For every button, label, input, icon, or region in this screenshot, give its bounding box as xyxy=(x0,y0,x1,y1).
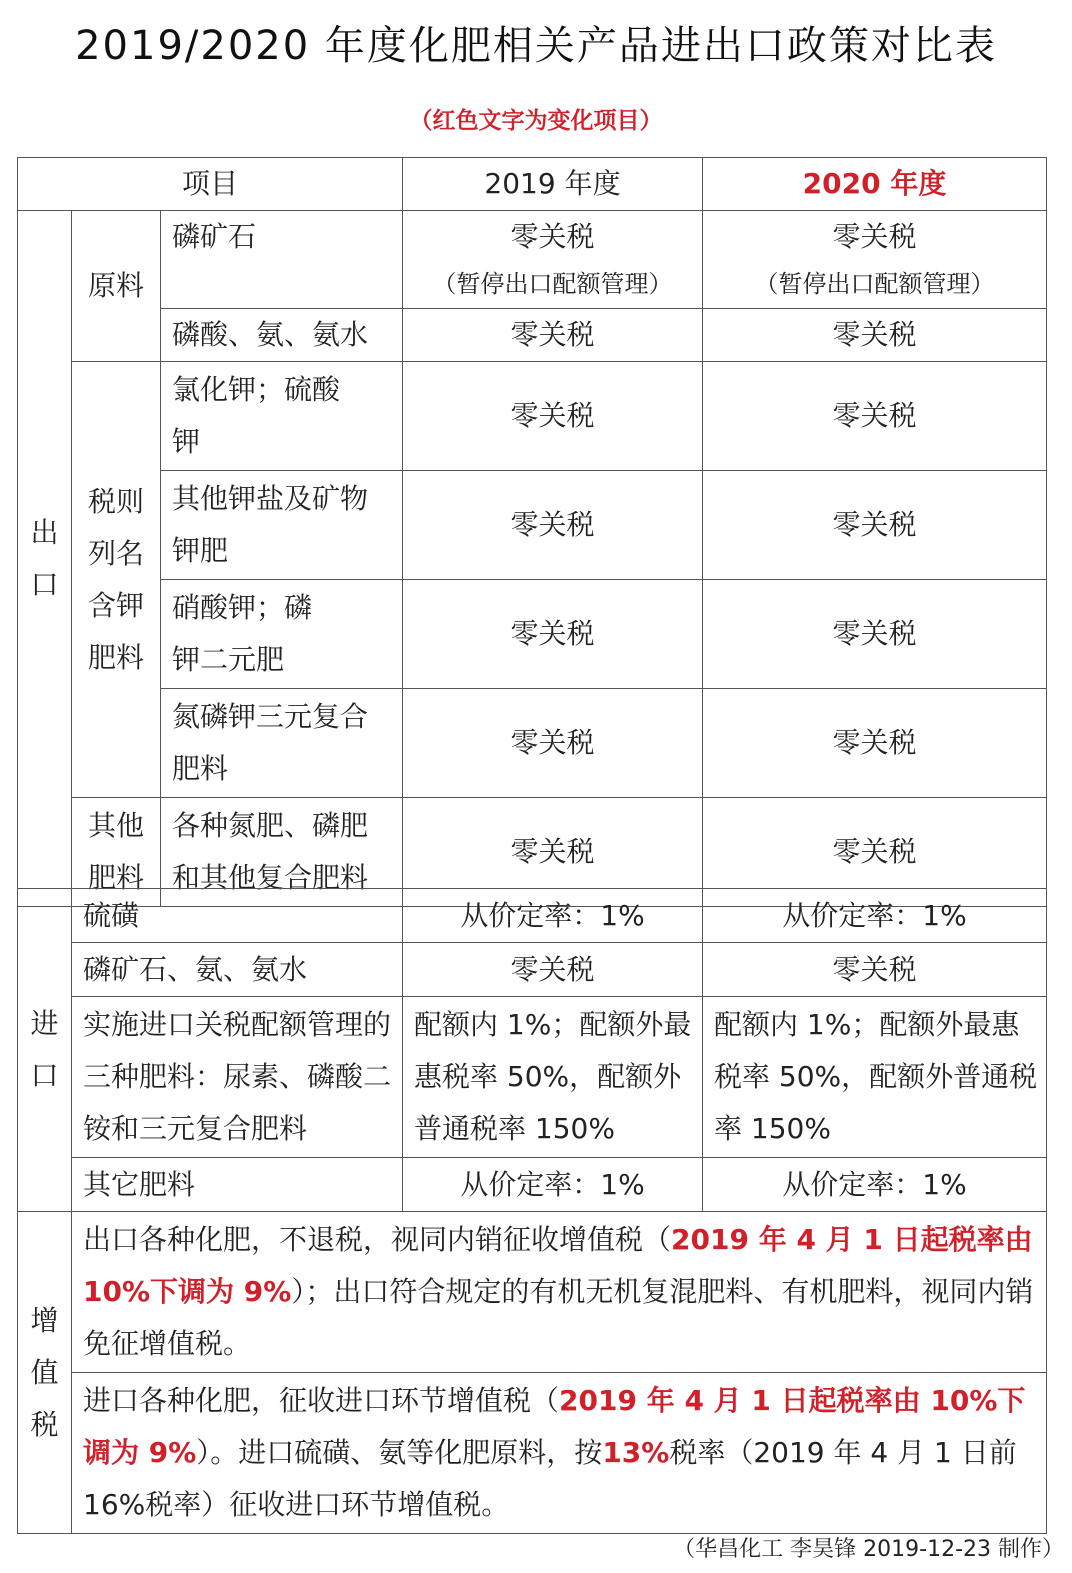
import-vat-table xyxy=(17,888,1047,1534)
page-subtitle: （红色文字为变化项目） xyxy=(409,108,663,134)
cell-2019: 零关税 xyxy=(403,471,703,580)
vat-export-text: 出口各种化肥，不退税，视同内销征收增值税（2019 年 4 月 1 日起税率由 10%下调为 9%）；出口符合规定的有机无机复混肥料、有机肥料，视同内销免征增值税。 xyxy=(72,1212,1047,1373)
header-item: 项目 xyxy=(18,158,403,211)
cell-2019: 零关税 xyxy=(403,580,703,689)
page-title: 2019/2020 年度化肥相关产品进出口政策对比表 xyxy=(75,23,997,69)
cell-2019: 零关税 xyxy=(403,943,703,997)
table-row xyxy=(18,211,1047,309)
table-row xyxy=(18,1373,1047,1534)
policy-table xyxy=(17,157,1047,907)
cell-2019: 从价定率：1% xyxy=(403,1158,703,1212)
cell-2019: 零关税 （暂停出口配额管理） xyxy=(403,211,703,309)
table-row xyxy=(18,889,1047,943)
vat-import-text: 进口各种化肥，征收进口环节增值税（2019 年 4 月 1 日起税率由 10%下调为 9%）。进口硫磺、氨等化肥原料，按13%税率（2019 年 4 月 1 日前 16%税率）征收进口环节增值税。 xyxy=(72,1373,1047,1534)
cell-2020: 零关税 xyxy=(703,689,1047,798)
cell-2019: 零关税 xyxy=(403,362,703,471)
table-row xyxy=(18,689,1047,798)
cell-2020: 零关税 xyxy=(703,362,1047,471)
import-group-label: 进口 xyxy=(18,889,72,1212)
raw-group-label: 原料 xyxy=(72,211,161,362)
other-group-label: 其他肥料 xyxy=(72,798,161,907)
header-2020: 2020 年度 xyxy=(703,158,1047,211)
cell-2020: 零关税 xyxy=(703,580,1047,689)
cell-2019: 零关税 xyxy=(403,309,703,362)
table-row xyxy=(18,471,1047,580)
product-sulfur: 硫磺 xyxy=(72,889,403,943)
cell-2020: 从价定率：1% xyxy=(703,889,1047,943)
export-group-label: 出口 xyxy=(18,211,72,907)
footer-credit: （华昌化工 李昊锋 2019-12-23 制作） xyxy=(673,1537,1064,1562)
cell-2020: 零关税 xyxy=(703,798,1047,907)
vat-group-label: 增值税 xyxy=(18,1212,72,1534)
product-potash-chloride: 氯化钾；硫酸钾 xyxy=(161,362,403,471)
cell-2019: 从价定率：1% xyxy=(403,889,703,943)
cell-2020: 从价定率：1% xyxy=(703,1158,1047,1212)
cell-2019: 零关税 xyxy=(403,689,703,798)
cell-2020: 零关税 xyxy=(703,943,1047,997)
table-row xyxy=(18,997,1047,1158)
product-other-potash: 其他钾盐及矿物钾肥 xyxy=(161,471,403,580)
product-quota-fertilizers: 实施进口关税配额管理的三种肥料：尿素、磷酸二铵和三元复合肥料 xyxy=(72,997,403,1158)
product-npk: 氮磷钾三元复合肥料 xyxy=(161,689,403,798)
cell-2019: 配额内 1%；配额外最惠税率 50%，配额外普通税率 150% xyxy=(403,997,703,1158)
product-other-import: 其它肥料 xyxy=(72,1158,403,1212)
product-phosphate-ammonia: 磷矿石、氨、氨水 xyxy=(72,943,403,997)
cell-2020: 零关税 xyxy=(703,471,1047,580)
table-row xyxy=(18,1158,1047,1212)
table-row xyxy=(18,1212,1047,1373)
cell-2020: 配额内 1%；配额外最惠税率 50%，配额外普通税率 150% xyxy=(703,997,1047,1158)
header-2019: 2019 年度 xyxy=(403,158,703,211)
table-row xyxy=(18,943,1047,997)
product-phosphoric: 磷酸、氨、氨水 xyxy=(161,309,403,362)
cell-2020: 零关税 （暂停出口配额管理） xyxy=(703,211,1047,309)
cell-2019: 零关税 xyxy=(403,798,703,907)
product-other-fertilizers: 各种氮肥、磷肥和其他复合肥料 xyxy=(161,798,403,907)
product-phosphate-rock: 磷矿石 xyxy=(161,211,403,309)
header-row xyxy=(18,158,1047,211)
cell-2020: 零关税 xyxy=(703,309,1047,362)
table-row xyxy=(18,309,1047,362)
table-row xyxy=(18,580,1047,689)
potash-group-label: 税则列名含钾肥料 xyxy=(72,362,161,798)
product-potassium-nitrate: 硝酸钾；磷钾二元肥 xyxy=(161,580,403,689)
table-row xyxy=(18,362,1047,471)
